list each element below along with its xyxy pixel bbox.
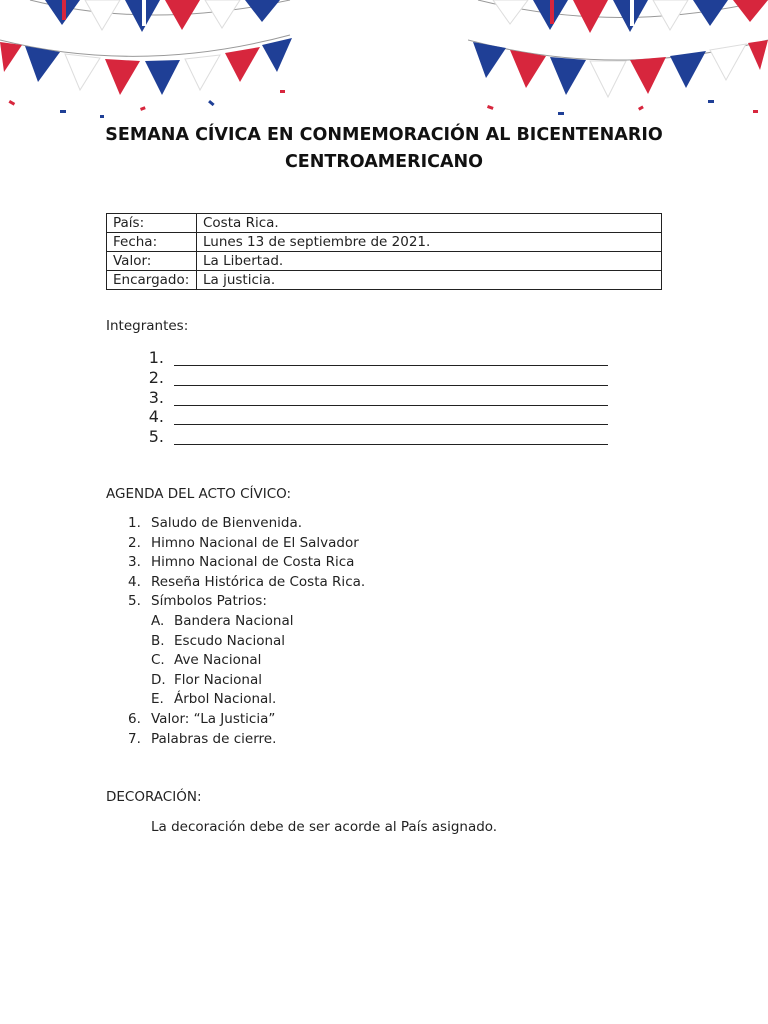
agenda-item-text: Himno Nacional de El Salvador: [151, 534, 359, 551]
blank-line: [174, 429, 608, 445]
list-number: 3.: [148, 388, 164, 407]
agenda-item-text: Palabras de cierre.: [151, 730, 277, 747]
bunting-right-decoration: [468, 0, 768, 125]
agenda-item-number: 1.: [128, 515, 141, 531]
decoracion-label: DECORACIÓN:: [106, 789, 202, 805]
row-value: Costa Rica.: [197, 214, 662, 233]
blank-line: [174, 409, 608, 425]
agenda-item-number: E.: [151, 691, 164, 708]
info-table: [106, 213, 662, 290]
agenda-item-number: B.: [151, 632, 165, 649]
list-number: 4.: [148, 407, 164, 426]
blank-line: [174, 390, 608, 406]
table-row: [107, 271, 662, 290]
row-value: La justicia.: [197, 271, 662, 290]
list-number: 1.: [148, 348, 164, 367]
agenda-item-text: Himno Nacional de Costa Rica: [151, 554, 355, 571]
agenda-item-text: Árbol Nacional.: [174, 691, 277, 708]
row-key: Valor:: [107, 252, 197, 271]
blank-line: [174, 350, 608, 366]
agenda-item-number: 2.: [128, 534, 141, 551]
table-row: [107, 214, 662, 233]
row-value: La Libertad.: [197, 252, 662, 271]
agenda-item-number: 5.: [128, 593, 141, 610]
agenda-item-number: 6.: [128, 711, 141, 727]
agenda-item-number: 7.: [128, 730, 141, 747]
list-number: 2.: [148, 368, 164, 387]
agenda-label: AGENDA DEL ACTO CÍVICO:: [106, 486, 292, 502]
blank-line: [174, 370, 608, 386]
table-row: [107, 233, 662, 252]
bunting-left-decoration: [0, 0, 300, 125]
agenda-item-number: C.: [151, 652, 165, 669]
row-key: Encargado:: [107, 271, 197, 290]
integrantes-label: Integrantes:: [106, 318, 189, 334]
title-line-1: SEMANA CÍVICA EN CONMEMORACIÓN AL BICENTENARIO: [105, 125, 663, 145]
agenda-item-text: Bandera Nacional: [174, 613, 294, 629]
row-value: Lunes 13 de septiembre de 2021.: [197, 233, 662, 252]
agenda-item-text: Valor: “La Justicia”: [151, 711, 276, 727]
row-key: País:: [107, 214, 197, 233]
agenda-item-text: Flor Nacional: [174, 671, 263, 688]
agenda-item-text: Reseña Histórica de Costa Rica.: [151, 573, 366, 590]
row-key: Fecha:: [107, 233, 197, 252]
agenda-item-text: Símbolos Patrios:: [151, 593, 267, 610]
table-row: [107, 252, 662, 271]
agenda-item-text: Saludo de Bienvenida.: [151, 515, 303, 531]
decoracion-text: La decoración debe de ser acorde al País asignado.: [151, 819, 498, 835]
agenda-item-number: D.: [151, 671, 166, 688]
title-line-2: CENTROAMERICANO: [284, 152, 484, 172]
agenda-item-text: Ave Nacional: [174, 652, 262, 669]
list-number: 5.: [148, 427, 164, 446]
agenda-item-number: A.: [151, 613, 165, 629]
agenda-item-number: 3.: [128, 554, 141, 571]
document-title: [0, 122, 768, 176]
agenda-item-text: Escudo Nacional: [174, 632, 286, 649]
agenda-item-number: 4.: [128, 573, 141, 590]
